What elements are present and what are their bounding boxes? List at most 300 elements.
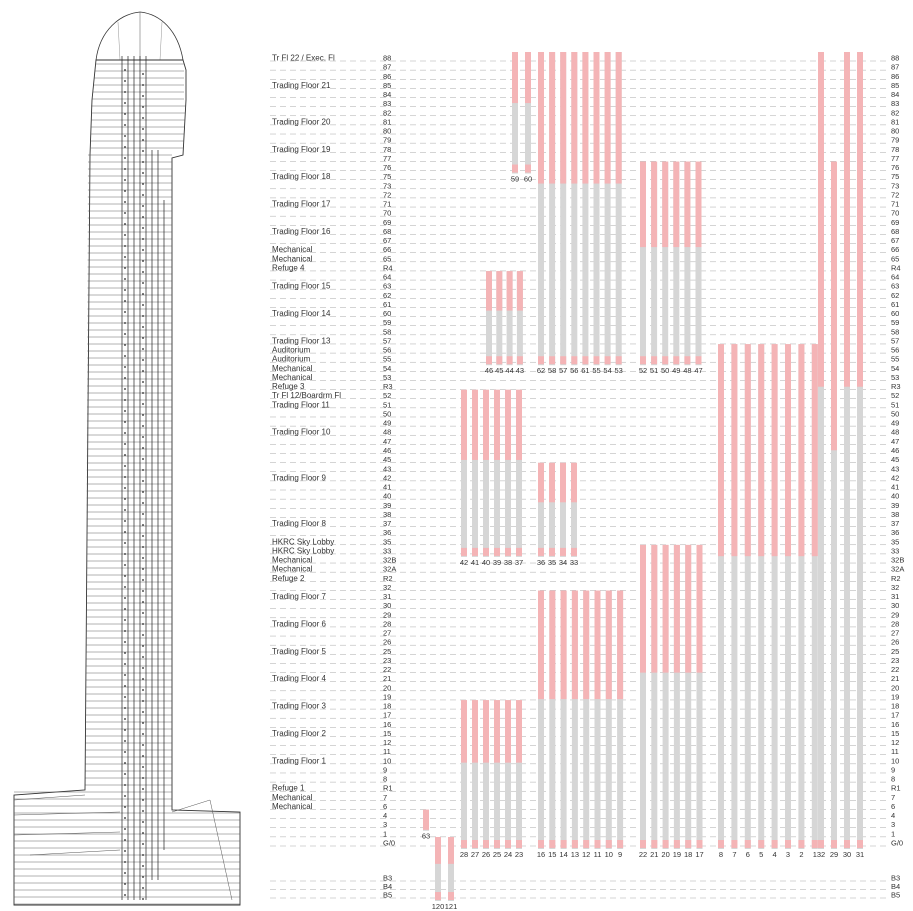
lift-lobby-stop <box>525 165 531 173</box>
tower-core-dot <box>124 509 126 511</box>
floor-number-right: 41 <box>891 482 900 492</box>
lift-lobby-stop <box>448 892 454 900</box>
tower-core-dot <box>142 359 144 361</box>
zone-label: Tr Fl 12/Boardrm Fl <box>272 391 342 401</box>
lift-number-label: 31 <box>855 850 865 859</box>
lift-served-zone <box>616 52 622 184</box>
lift-served-zone <box>617 591 623 700</box>
zone-label: Trading Floor 14 <box>272 309 331 319</box>
lift-served-zone <box>494 700 500 763</box>
lift-number-label: 35 <box>547 557 557 567</box>
lift-lobby-stop <box>857 840 863 848</box>
floor-number-left: 46 <box>383 446 392 455</box>
lift-number-label: 17 <box>695 850 704 859</box>
lift-served-zone <box>685 545 691 673</box>
floor-number-right: 62 <box>891 290 900 300</box>
lift-served-zone <box>605 52 611 184</box>
floor-number-left: 22 <box>383 665 392 675</box>
lift-lobby-stop <box>685 840 691 848</box>
tower-core-dot <box>142 579 144 581</box>
floor-number-right: 54 <box>891 363 900 373</box>
lift-served-zone <box>651 162 657 248</box>
lift-served-zone <box>505 390 511 460</box>
lift-number-label: 44 <box>505 366 514 376</box>
tower-core-dot <box>142 513 144 515</box>
tower-core-dot <box>124 212 126 214</box>
lift-served-zone <box>507 271 513 311</box>
zone-label: Trading Floor 8 <box>272 519 326 529</box>
tower-core-dot <box>124 762 126 764</box>
lift-number-label: 63 <box>421 831 431 841</box>
floor-number-right: R3 <box>891 382 901 392</box>
lift-served-zone <box>525 52 531 103</box>
floor-number-right: 39 <box>891 500 900 510</box>
floor-number-left: 15 <box>383 728 392 738</box>
tower-core-dot <box>142 249 144 251</box>
lift-served-zone <box>516 390 522 460</box>
floor-number-left: 50 <box>383 409 392 419</box>
tower-core-dot <box>142 447 144 449</box>
tower-core-dot <box>124 421 126 423</box>
floor-number-left: 71 <box>383 199 392 209</box>
lift-number-label: 53 <box>614 366 623 376</box>
floor-number-left: 68 <box>383 226 392 236</box>
floor-number-left: 52 <box>383 391 392 401</box>
lift-lobby-stop <box>758 840 764 848</box>
floor-number-right: 33 <box>891 546 900 556</box>
floor-number-right: 77 <box>891 153 900 163</box>
lift-number-label: 120 <box>431 902 445 911</box>
lift-served-zone <box>472 390 478 460</box>
lift-lobby-stop <box>812 840 818 848</box>
lift-number-label: 13 <box>570 850 580 859</box>
zone-label: Trading Floor 20 <box>272 117 331 127</box>
lift-lobby-stop <box>461 548 467 556</box>
floor-number-left: 43 <box>383 464 392 474</box>
tower-core-dot <box>124 619 126 621</box>
tower-core-dot <box>124 586 126 588</box>
lift-served-zone <box>651 545 657 673</box>
floor-number-left: 73 <box>383 181 392 191</box>
lift-served-zone <box>483 390 489 460</box>
floor-number-right: 58 <box>891 327 900 337</box>
lift-served-zone <box>560 463 566 503</box>
lift-number-label: 36 <box>536 557 546 567</box>
floor-number-right: 75 <box>891 172 900 182</box>
lift-number-label: 23 <box>514 850 524 859</box>
floor-number-right: 38 <box>891 509 900 519</box>
tower-core-dot <box>142 436 144 438</box>
floor-number-right: 56 <box>891 345 900 355</box>
lift-lobby-stop <box>496 356 502 364</box>
lift-served-zone <box>606 591 612 700</box>
tower-core-dot <box>142 535 144 537</box>
lift-lobby-stop <box>617 840 623 848</box>
lift-lobby-stop <box>494 548 500 556</box>
lift-lobby-stop <box>663 840 669 848</box>
zone-label: Mechanical <box>272 792 313 802</box>
floor-number-right: 10 <box>891 756 900 766</box>
floor-number-right: 55 <box>891 354 900 364</box>
tower-core-dot <box>124 355 126 357</box>
lift-number-label: 52 <box>638 366 648 376</box>
tower-core-dot <box>142 458 144 460</box>
floor-number-right: 31 <box>891 592 900 602</box>
lift-number-label: 47 <box>694 366 703 376</box>
floor-number-left: 57 <box>383 336 392 346</box>
tower-core-dot <box>124 443 126 445</box>
floor-number-left: 28 <box>383 619 392 629</box>
zone-label: HKRC Sky Lobby <box>272 546 335 556</box>
floor-number-right: 36 <box>891 528 900 538</box>
lift-served-zone <box>538 591 544 700</box>
floor-number-left: 63 <box>383 281 392 291</box>
tower-core-dot <box>124 520 126 522</box>
tower-core-dot <box>124 608 126 610</box>
floor-number-left: B5 <box>383 890 393 900</box>
lift-number-label: 39 <box>492 557 502 567</box>
tower-core-dot <box>124 542 126 544</box>
lift-served-zone <box>857 52 863 387</box>
floor-number-right: 16 <box>891 719 900 729</box>
lift-lobby-stop <box>582 356 588 364</box>
lift-served-zone <box>812 344 818 556</box>
tower-core-dot <box>124 894 126 896</box>
lift-number-label: 5 <box>759 850 764 859</box>
lift-number-label: 14 <box>559 850 568 859</box>
floor-number-right: 9 <box>891 765 896 775</box>
tower-core-dot <box>124 234 126 236</box>
tower-core-dot <box>142 106 144 108</box>
lift-lobby-stop <box>571 548 577 556</box>
tower-core-dot <box>124 113 126 115</box>
floor-number-left: 83 <box>383 99 392 109</box>
lift-lobby-stop <box>718 840 724 848</box>
lift-number-label: 59 <box>510 174 520 184</box>
lift-lobby-stop <box>616 356 622 364</box>
tower-core-dot <box>124 454 126 456</box>
tower-core-dot <box>124 707 126 709</box>
tower-core-dot <box>142 216 144 218</box>
tower-core-dot <box>124 223 126 225</box>
lift-served-zone <box>595 591 601 700</box>
floor-number-right: 69 <box>891 217 900 227</box>
floor-number-right: 21 <box>891 674 900 684</box>
lift-lobby-stop <box>538 840 544 848</box>
lift-number-label: 33 <box>569 557 579 567</box>
lift-lobby-stop <box>640 840 646 848</box>
lift-served-zone <box>549 591 555 700</box>
lift-lobby-stop <box>731 840 737 848</box>
floor-number-right: 88 <box>891 53 900 63</box>
floor-number-left: 35 <box>383 537 392 547</box>
lift-lobby-stop <box>571 356 577 364</box>
floor-number-right: 51 <box>891 400 900 410</box>
floor-number-left: R4 <box>383 263 393 273</box>
lift-served-zone <box>684 162 690 248</box>
tower-core-dot <box>124 498 126 500</box>
lift-number-label: 54 <box>603 366 612 376</box>
tower-core-dot <box>142 557 144 559</box>
lift-number-label: 28 <box>459 850 469 859</box>
tower-core-dot <box>142 480 144 482</box>
tower-core-dot <box>124 333 126 335</box>
zone-label: Trading Floor 10 <box>272 427 331 437</box>
lift-lobby-stop <box>549 356 555 364</box>
floor-number-left: 54 <box>383 363 392 373</box>
tower-core-dot <box>124 795 126 797</box>
zone-label: Mechanical <box>272 254 313 264</box>
floor-number-left: 27 <box>383 628 392 638</box>
tower-core-dot <box>142 337 144 339</box>
floor-number-left: 45 <box>383 455 392 465</box>
tower-core-dot <box>142 326 144 328</box>
lift-served-zone <box>483 700 489 763</box>
zone-label: Trading Floor 4 <box>272 674 326 684</box>
floor-number-left: 65 <box>383 254 392 264</box>
lift-lobby-stop <box>472 548 478 556</box>
floor-number-left: 11 <box>383 747 391 757</box>
lift-number-label: 43 <box>515 366 525 376</box>
floor-number-left: R2 <box>383 573 393 583</box>
floor-number-left: 76 <box>383 163 392 173</box>
tower-core-dot <box>124 476 126 478</box>
tower-core-dot <box>124 685 126 687</box>
floor-number-right: R4 <box>891 263 901 273</box>
zone-label: Auditorium <box>272 345 311 355</box>
floor-number-right: 87 <box>891 62 900 72</box>
lift-served-zone <box>798 344 804 556</box>
lift-lobby-stop <box>435 892 441 900</box>
zone-label: Trading Floor 9 <box>272 473 326 483</box>
lift-served-zone <box>461 390 467 460</box>
tower-core-dot <box>124 751 126 753</box>
floor-number-right: 68 <box>891 226 900 236</box>
tower-core-dot <box>142 623 144 625</box>
floor-number-right: 26 <box>891 637 900 647</box>
zone-label: Auditorium <box>272 354 311 364</box>
lift-lobby-stop <box>594 356 600 364</box>
tower-core-dot <box>142 711 144 713</box>
zone-label: Mechanical <box>272 555 313 565</box>
tower-core-dot <box>124 399 126 401</box>
floor-number-left: 61 <box>383 299 392 309</box>
floor-number-right: 20 <box>891 683 900 693</box>
lift-served-zone <box>516 700 522 763</box>
lift-lobby-stop <box>494 840 500 848</box>
floor-number-left: 67 <box>383 236 392 246</box>
floor-number-right: B5 <box>891 890 901 900</box>
lift-served-zone <box>718 344 724 556</box>
lift-served-zone <box>538 463 544 503</box>
lift-served-zone <box>472 700 478 763</box>
lift-lobby-stop <box>651 356 657 364</box>
lift-number-label: 3 <box>785 850 791 859</box>
lift-lobby-stop <box>538 548 544 556</box>
lift-lobby-stop <box>516 840 522 848</box>
floor-number-right: 43 <box>891 464 900 474</box>
floor-number-right: 48 <box>891 427 900 437</box>
zone-label: Trading Floor 6 <box>272 619 326 629</box>
floor-number-right: 76 <box>891 163 900 173</box>
tower-core-dot <box>124 652 126 654</box>
tower-core-dot <box>142 799 144 801</box>
floor-number-left: 17 <box>383 710 392 720</box>
tower-core-dot <box>124 784 126 786</box>
tower-core-dot <box>142 821 144 823</box>
lift-served-zone <box>663 545 669 673</box>
floor-number-right: B3 <box>891 873 901 883</box>
zone-label: Trading Floor 19 <box>272 144 331 154</box>
tower-core-dot <box>142 282 144 284</box>
lift-served-zone <box>538 52 544 184</box>
floor-number-left: 21 <box>383 674 392 684</box>
floor-number-right: 28 <box>891 619 900 629</box>
floor-number-right: 72 <box>891 190 900 200</box>
lift-number-label: 21 <box>650 850 659 859</box>
lift-number-label: 37 <box>514 557 524 567</box>
floor-number-right: 70 <box>891 208 900 218</box>
floor-number-left: 87 <box>383 62 392 72</box>
zone-label: Trading Floor 21 <box>272 80 331 90</box>
floor-number-right: 35 <box>891 537 900 547</box>
floor-number-right: 6 <box>891 801 896 811</box>
tower-core-dot <box>124 91 126 93</box>
tower-core-dot <box>142 392 144 394</box>
floor-number-right: R2 <box>891 573 901 583</box>
tower-core-dot <box>124 850 126 852</box>
lift-served-zone <box>844 52 850 387</box>
lift-lobby-stop <box>483 548 489 556</box>
tower-core-dot <box>142 172 144 174</box>
lift-number-label: 24 <box>503 850 513 859</box>
tower-core-dot <box>124 366 126 368</box>
lift-number-label: 6 <box>745 850 750 859</box>
floor-number-right: 60 <box>891 309 900 319</box>
lift-number-label: 26 <box>481 850 491 859</box>
zone-label: Trading Floor 18 <box>272 172 331 182</box>
floor-number-left: 23 <box>383 655 392 665</box>
floor-number-right: 32B <box>891 555 905 565</box>
lift-number-label: 49 <box>672 366 681 376</box>
floor-number-left: 72 <box>383 190 392 200</box>
floor-number-right: 79 <box>891 135 900 145</box>
tower-core-dot <box>142 425 144 427</box>
floor-number-right: 32 <box>891 582 900 592</box>
tower-core-dot <box>142 843 144 845</box>
floor-number-left: 77 <box>383 153 392 163</box>
tower-core-dot <box>142 414 144 416</box>
lift-number-label: 38 <box>503 557 513 567</box>
tower-core-dot <box>142 568 144 570</box>
floor-number-right: 57 <box>891 336 900 346</box>
floor-number-right: 82 <box>891 108 900 118</box>
tower-core-dot <box>124 663 126 665</box>
tower-core-dot <box>124 465 126 467</box>
tower-core-dot <box>142 865 144 867</box>
floor-number-right: 85 <box>891 80 900 90</box>
floor-number-left: 31 <box>383 592 392 602</box>
lift-number-label: 60 <box>523 174 533 184</box>
lift-number-label: 57 <box>559 366 568 376</box>
lift-served-zone <box>696 162 702 248</box>
lift-served-zone <box>785 344 791 556</box>
lift-lobby-stop <box>517 356 523 364</box>
floor-number-left: 88 <box>383 53 392 63</box>
lift-lobby-stop <box>605 356 611 364</box>
floor-number-right: 86 <box>891 71 900 81</box>
floor-number-left: 86 <box>383 71 392 81</box>
lift-number-label: 12 <box>582 850 591 859</box>
tower-core-dot <box>142 128 144 130</box>
lift-served-zone <box>571 52 577 184</box>
floor-number-right: 47 <box>891 436 900 446</box>
tower-core-dot <box>124 190 126 192</box>
tower-core-dot <box>142 887 144 889</box>
floor-number-right: 84 <box>891 90 900 100</box>
lift-lobby-stop <box>512 165 518 173</box>
floor-number-left: 32B <box>383 555 397 565</box>
tower-core-dot <box>142 139 144 141</box>
tower-core-dot <box>124 124 126 126</box>
floor-number-right: 67 <box>891 236 900 246</box>
tower-core-dot <box>124 201 126 203</box>
lift-lobby-stop <box>583 840 589 848</box>
lift-lobby-stop <box>461 840 467 848</box>
lift-number-label: 25 <box>492 850 502 859</box>
lift-number-label: 16 <box>536 850 546 859</box>
tower-core-dot <box>124 311 126 313</box>
lift-served-zone <box>560 52 566 184</box>
lift-number-label: 55 <box>592 366 601 376</box>
floor-number-left: 7 <box>383 792 388 802</box>
floor-number-left: 85 <box>383 80 392 90</box>
floor-number-left: 18 <box>383 701 392 711</box>
lift-served-zone <box>549 463 555 503</box>
tower-core-dot <box>142 788 144 790</box>
floor-number-left: 42 <box>383 473 392 483</box>
tower-core-dot <box>142 645 144 647</box>
lift-served-zone <box>571 463 577 503</box>
tower-core-dot <box>124 135 126 137</box>
zone-label: Trading Floor 7 <box>272 592 326 602</box>
tower-core-dot <box>142 370 144 372</box>
lift-served-zone <box>496 271 502 311</box>
lift-number-label: 48 <box>683 366 692 376</box>
lift-served-zone <box>582 52 588 184</box>
tower-core-dot <box>142 205 144 207</box>
floor-number-left: 49 <box>383 418 392 428</box>
floor-number-left: 36 <box>383 528 392 538</box>
floor-number-left: 12 <box>383 738 392 748</box>
zone-label: Mechanical <box>272 245 313 255</box>
zone-label: Trading Floor 11 <box>272 400 330 410</box>
floor-number-right: 53 <box>891 372 900 382</box>
floor-number-left: 8 <box>383 774 388 784</box>
tower-core-dot <box>142 689 144 691</box>
lift-lobby-stop <box>561 840 567 848</box>
floor-number-right: 1 <box>891 829 896 839</box>
lift-lobby-stop <box>549 840 555 848</box>
tower-core-dot <box>124 388 126 390</box>
floor-number-left: 55 <box>383 354 392 364</box>
lift-lobby-stop <box>844 840 850 848</box>
tower-core-dot <box>124 806 126 808</box>
lift-lobby-stop <box>505 840 511 848</box>
lift-served-zone <box>758 344 764 556</box>
tower-core-dot <box>142 755 144 757</box>
floor-number-right: 30 <box>891 601 900 611</box>
